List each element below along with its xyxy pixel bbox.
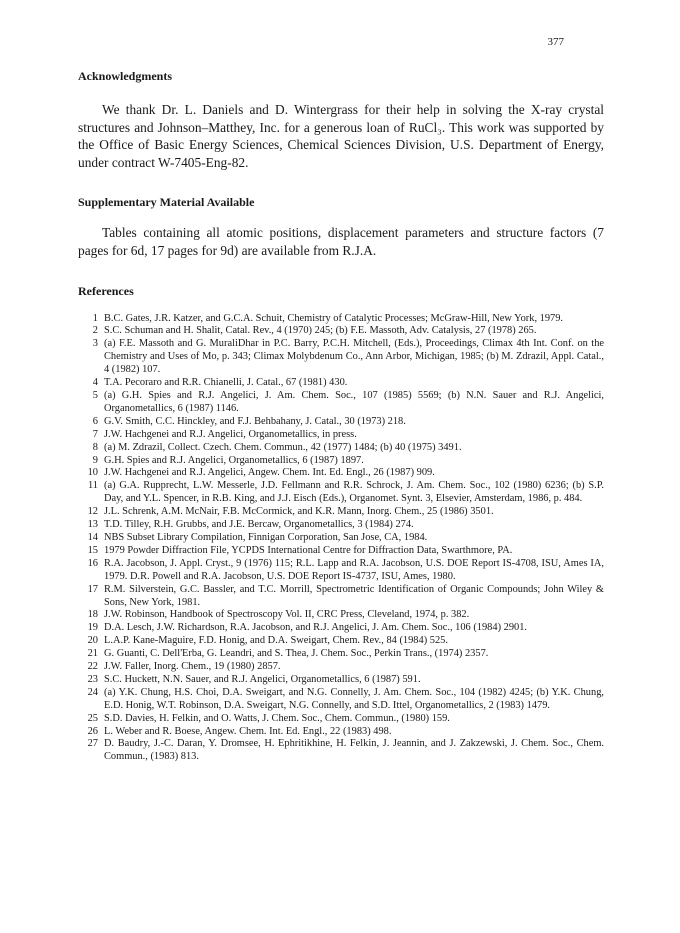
reference-item [78,635,604,648]
acknowledgments-section [78,69,604,171]
reference-number: 14 [87,531,98,543]
reference-text: NBS Subset Library Compilation, Finnigan Corporation, San Jose, CA, 1984. [104,531,428,543]
reference-text: J.W. Robinson, Handbook of Spectroscopy Vol. II, CRC Press, Cleveland, 1974, p. 382. [104,609,470,621]
reference-item [78,622,604,635]
reference-number: 6 [92,415,98,427]
reference-text: (a) Y.K. Chung, H.S. Choi, D.A. Sweigart, and N.G. Connelly, J. Am. Chem. Soc., 104 (1982) 4245; (b) Y.K. Chung, E.D. Honig, W.T. Robinson, D.A. Sweigart, N.G. Connelly, and S.D. Ittel, Organometallics, 2 (1983) 1479. [104,686,604,711]
reference-number: 8 [92,441,98,453]
references-list [78,313,604,765]
reference-item [78,532,604,545]
reference-text: D.A. Lesch, J.W. Richardson, R.A. Jacobson, and R.J. Angelici, J. Am. Chem. Soc., 106 (1984) 2901. [104,622,528,634]
reference-text: R.M. Silverstein, G.C. Bassler, and T.C. Morrill, Spectrometric Identification of Organic Compounds; John Wiley & Sons, New York, 1981. [104,583,604,608]
reference-item [78,545,604,558]
page-number: 377 [547,36,564,48]
reference-number: 17 [87,583,98,595]
reference-text: G. Guanti, C. Dell'Erba, G. Leandri, and S. Thea, J. Chem. Soc., Perkin Trans., (1974) 2357. [104,648,489,660]
reference-number: 21 [87,648,98,660]
reference-number: 16 [87,557,98,569]
reference-number: 26 [87,725,98,737]
reference-item [78,442,604,455]
reference-number: 24 [87,686,98,698]
reference-number: 15 [87,544,98,556]
reference-item [78,377,604,390]
reference-text: (a) M. Zdrazil, Collect. Czech. Chem. Commun., 42 (1977) 1484; (b) 40 (1975) 3491. [104,441,462,453]
reference-text: J.W. Hachgenei and R.J. Angelici, Angew. Chem. Int. Ed. Engl., 26 (1987) 909. [104,467,435,479]
reference-number: 3 [92,338,98,350]
reference-item [78,467,604,480]
reference-text: (a) G.H. Spies and R.J. Angelici, J. Am. Chem. Soc., 107 (1985) 5569; (b) N.N. Sauer and R.J. Angelici, Organometallics, 6 (1987) 1146. [104,390,604,414]
reference-number: 12 [87,506,98,518]
reference-number: 11 [87,480,98,492]
reference-item [78,325,604,338]
reference-item [78,390,604,416]
reference-item [78,558,604,584]
reference-number: 23 [87,673,98,685]
reference-item [78,480,604,506]
supplementary-heading: Supplementary Material Available [78,195,255,210]
supplementary-text: Tables containing all atomic positions, displacement parameters and structure factors (7 pages for 6d, 17 pages for 9d) are available from R.J.A. [78,225,604,258]
reference-number: 20 [87,635,98,647]
references-section [78,284,604,765]
reference-number: 2 [92,325,98,337]
reference-text: D. Baudry, J.-C. Daran, Y. Dromsee, H. Ephritikhine, H. Felkin, J. Jeannin, and J. Zakzewski, J. Chem. Soc., Chem. Commun., (1983) 813. [104,738,604,763]
reference-item [78,313,604,326]
reference-item [78,584,604,610]
reference-item [78,687,604,713]
reference-item [78,726,604,739]
reference-text: J.W. Hachgenei and R.J. Angelici, Organometallics, in press. [104,428,357,440]
acknowledgments-heading: Acknowledgments [78,69,173,83]
reference-item [78,519,604,532]
reference-item [78,674,604,687]
reference-text: T.A. Pecoraro and R.R. Chianelli, J. Catal., 67 (1981) 430. [104,377,348,389]
reference-item [78,429,604,442]
page-content [78,64,604,764]
acknowledgments-text: We thank Dr. L. Daniels and D. Wintergrass for their help in solving the X-ray crystal structures and Johnson–Matthey, Inc. for a generous loan of RuCl₃. This work was supported by the Office of Basic Energy Sciences, Chemical Sciences Division, U.S. Department of Energy, under contract W-7405-Eng-82. [78,102,604,170]
reference-text: (a) G.A. Rupprecht, L.W. Messerle, J.D. Fellmann and R.R. Schrock, J. Am. Chem. Soc., 102 (1980) 6236; (b) S.P. Day, and Y.L. Spencer, in R.B. King, and J.J. Eisch (Eds.), Organomet. Synt. 3, Elsevier, Amsterdam, 1986, p. 484. [104,480,604,505]
reference-text: J.L. Schrenk, A.M. McNair, F.B. McCormick, and K.R. Mann, Inorg. Chem., 25 (1986) 3501. [104,506,494,518]
reference-number: 5 [92,390,98,401]
reference-number: 25 [87,712,98,724]
reference-number: 10 [87,467,98,479]
reference-text: G.V. Smith, C.C. Hinckley, and F.J. Behbahany, J. Catal., 30 (1973) 218. [104,415,406,427]
reference-text: R.A. Jacobson, J. Appl. Cryst., 9 (1976) 115; R.L. Lapp and R.A. Jacobson, U.S. DOE Report IS-4708, ISU, Ames IA, 1979. D.R. Powell and R.A. Jacobson, U.S. DOE Report IS-4737, ISU, Ames, 1980. [104,557,604,582]
reference-number: 22 [87,661,98,673]
reference-number: 18 [87,609,98,621]
reference-number: 19 [87,622,98,634]
reference-number: 13 [87,519,98,531]
reference-text: 1979 Powder Diffraction File, YCPDS International Centre for Diffraction Data, Swarthmore, PA. [104,544,513,556]
reference-text: S.C. Huckett, N.N. Sauer, and R.J. Angelici, Organometallics, 6 (1987) 591. [104,673,421,685]
reference-number: 27 [87,738,98,750]
reference-text: (a) F.E. Massoth and G. MuraliDhar in P.C. Barry, P.C.H. Mitchell, (Eds.), Proceedings, Climax 4th Int. Conf. on the Chemistry and Uses of Mo, p. 343; Climax Molybdenum Co., Ann Arbor, Michigan, 1985; (b) M. Zdrazil, Appl. Catal., 4 (1982) 107. [104,338,604,376]
reference-text: L. Weber and R. Boese, Angew. Chem. Int. Ed. Engl., 22 (1983) 498. [104,725,392,737]
reference-item [78,661,604,674]
reference-item [78,609,604,622]
reference-item [78,455,604,468]
reference-item [78,416,604,429]
supplementary-section [78,195,604,259]
reference-number: 4 [92,377,98,389]
reference-number: 7 [92,428,98,440]
reference-text: G.H. Spies and R.J. Angelici, Organometallics, 6 (1987) 1897. [104,454,364,466]
reference-item [78,648,604,661]
reference-text: T.D. Tilley, R.H. Grubbs, and J.E. Bercaw, Organometallics, 3 (1984) 274. [104,519,414,531]
reference-item [78,738,604,764]
reference-text: J.W. Faller, Inorg. Chem., 19 (1980) 2857. [104,661,281,673]
reference-number: 1 [92,312,98,324]
reference-number: 9 [92,454,98,466]
reference-text: S.C. Schuman and H. Shalit, Catal. Rev., 4 (1970) 245; (b) F.E. Massoth, Adv. Catalysis, 27 (1978) 265. [104,325,537,337]
reference-text: B.C. Gates, J.R. Katzer, and G.C.A. Schuit, Chemistry of Catalytic Processes; McGraw-Hill, New York, 1979. [104,312,564,324]
reference-item [78,506,604,519]
reference-item [78,338,604,377]
references-heading: References [78,283,134,298]
reference-item [78,713,604,726]
reference-text: L.A.P. Kane-Maguire, F.D. Honig, and D.A. Sweigart, Chem. Rev., 84 (1984) 525. [104,635,448,647]
reference-text: S.D. Davies, H. Felkin, and O. Watts, J. Chem. Soc., Chem. Commun., (1980) 159. [104,712,450,724]
